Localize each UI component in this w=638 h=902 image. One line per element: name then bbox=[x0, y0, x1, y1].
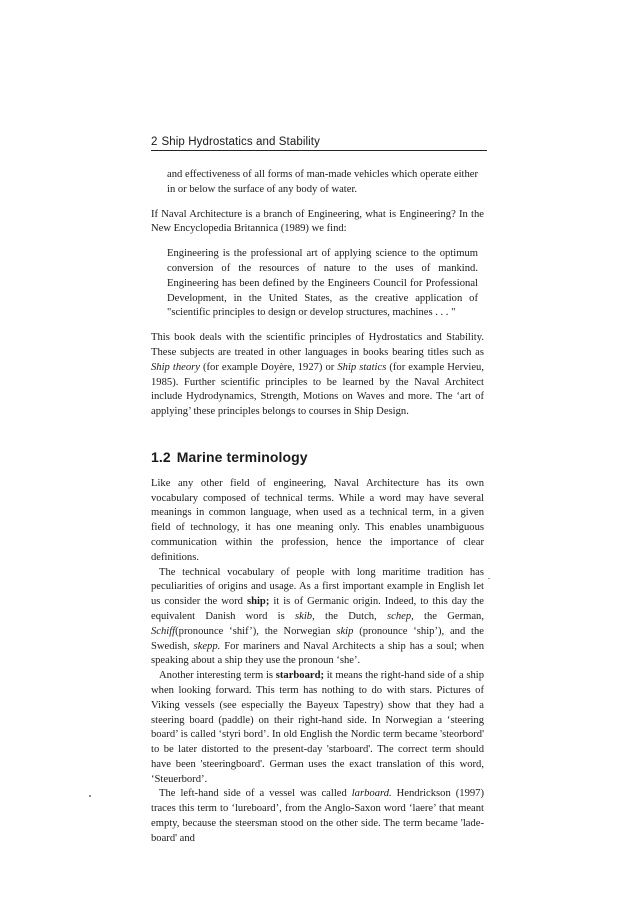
page-number: 2 bbox=[151, 136, 158, 148]
scan-speck bbox=[89, 795, 91, 797]
section-title: Marine terminology bbox=[176, 448, 308, 465]
paragraph-vocabulary: Like any other field of engineering, Naval Architecture has its own vocabulary composed of technical terms. While a word may have several meanings in common language, when used as a technical term, in a given field of technology, it has one meaning only. This enables unambiguous communication within the profession, hence the importance of clear definitions. bbox=[151, 477, 484, 563]
paragraph-ship-origin: The technical vocabulary of people with long maritime tradition has peculiarities of origins and usage. As a first important example in English let us consider the word ship; it is of Germanic origin. Indeed, to this day the equivalent Danish word is skib, the Dutch, schep, the German, Schiff(pronounce ‘shif’), the Norwegian skip (pronounce ‘ship’), and the Swedish, skepp. For mariners and Naval Architects a ship has a soul; when speaking about a ship they use the pronoun ‘she’. bbox=[151, 566, 485, 667]
running-title: Ship Hydrostatics and Stability bbox=[161, 136, 320, 148]
running-header bbox=[151, 136, 487, 151]
paragraph-starboard: Another interesting term is starboard; it means the right-hand side of a ship when looking forward. This term has nothing to do with stars. Pictures of Viking vessels (see especially the Bayeux Tapestry) show that they had a steering board (paddle) on their right-hand side. In Norwegian a ‘steering board’ is called ‘styri bord’. In old English the Nordic term became 'steorbord' to be later distorted to the present-day 'starboard'. The correct term should have been 'steeringboard'. German uses the exact translation of this word, ‘Steuerbord’. bbox=[151, 670, 484, 785]
quote-continuation: and effectiveness of all forms of man-made vehicles which operate either in or below the surface of any body of water. bbox=[167, 169, 478, 195]
section-heading bbox=[151, 450, 484, 465]
scan-speck bbox=[488, 578, 490, 579]
section-number: 1.2 bbox=[151, 448, 171, 465]
body-text bbox=[151, 168, 484, 847]
paragraph-book-scope: This book deals with the scientific principles of Hydrostatics and Stability. These subjects are treated in other languages in books bearing titles such as Ship theory (for example Doyère, 1927) or Ship statics (for example Hervieu, 1985). Further scientific principles to be learned by the Naval Architect include Hydrodynamics, Strength, Motions on Waves and more. The ‘art of applying’ these principles belongs to courses in Ship Design. bbox=[151, 332, 484, 418]
paragraph-larboard: The left-hand side of a vessel was called larboard. Hendrickson (1997) traces this term to ‘lureboard’, from the Anglo-Saxon word ‘laere’ that meant empty, because the steersman stood on the other side. The term became 'lade-board' and bbox=[151, 788, 484, 844]
paragraph-engineering-question: If Naval Architecture is a branch of Engineering, what is Engineering? In the New Encyclopedia Britannica (1989) we find: bbox=[151, 208, 484, 235]
quote-britannica: Engineering is the professional art of applying science to the optimum conversion of the resources of nature to the uses of mankind. Engineering has been defined by the Engineers Council for Professional Development, in the United States, as the creative application of "scientific principles to design or develop structures, machines . . . " bbox=[167, 248, 478, 319]
